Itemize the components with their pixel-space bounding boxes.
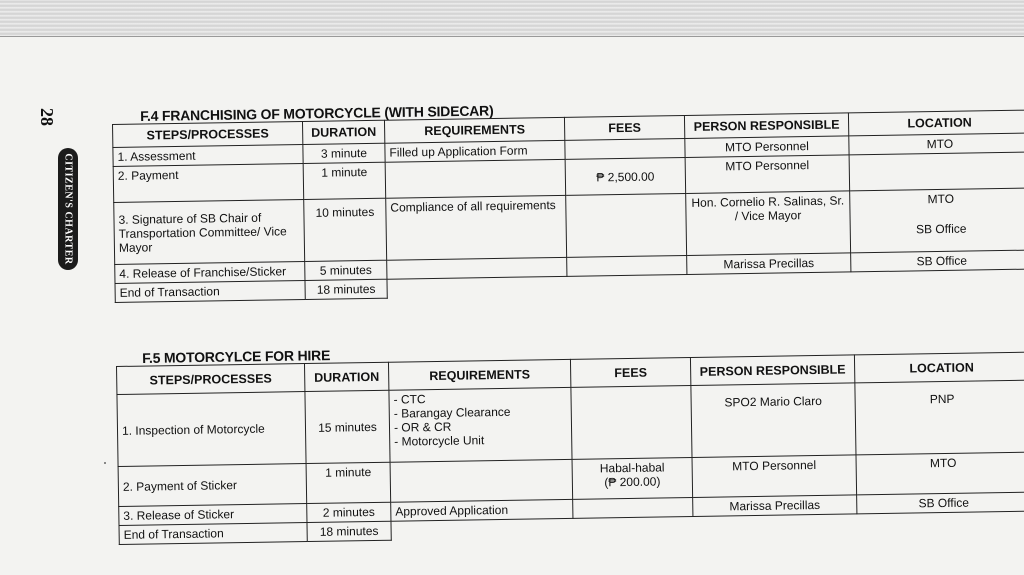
step-cell: 3. Signature of SB Chair of Transportation Committee/ Vice Mayor	[114, 199, 305, 264]
col-header-requirements: REQUIREMENTS	[388, 359, 570, 390]
duration-cell: 10 minutes	[304, 198, 387, 261]
section-title-f4: F.4 FRANCHISING OF MOTORCYCLE (WITH SIDECAR)	[140, 102, 494, 124]
step-cell: 2. Payment of Sticker	[118, 464, 307, 507]
location-cell: PNP	[855, 380, 1024, 455]
fee-line: Habal-habal	[599, 460, 665, 476]
col-header-steps: STEPS/PROCESSES	[113, 122, 303, 148]
location-line: SB Office	[915, 221, 967, 237]
duration-cell: 2 minutes	[307, 502, 391, 522]
col-header-person: PERSON RESPONSIBLE	[690, 355, 854, 386]
col-header-fees: FEES	[564, 116, 684, 141]
person-cell: Marissa Precillas	[687, 253, 851, 275]
location-cell	[849, 152, 1024, 191]
duration-cell: 1 minute	[306, 462, 391, 503]
requirement-item: - OR & CR	[394, 418, 567, 435]
table-f5	[116, 352, 1024, 545]
col-header-duration: DURATION	[304, 362, 388, 391]
end-duration-cell: 18 minutes	[305, 279, 387, 299]
step-cell: 1. Assessment	[113, 145, 303, 167]
fees-cell	[572, 457, 693, 499]
fees-cell	[565, 139, 685, 160]
requirements-cell: Approved Application	[391, 499, 573, 521]
col-header-location: LOCATION	[854, 352, 1024, 383]
col-header-duration: DURATION	[302, 120, 384, 144]
location-line: MTO	[927, 191, 955, 207]
book-binding-edge	[0, 0, 1024, 37]
location-cell: SB Office	[851, 250, 1024, 272]
col-header-requirements: REQUIREMENTS	[384, 117, 564, 143]
person-cell: SPO2 Mario Claro	[691, 383, 856, 458]
fees-cell	[566, 193, 687, 257]
fee-line: (₱ 200.00)	[604, 474, 661, 490]
fees-cell	[573, 497, 693, 518]
duration-cell: 1 minute	[303, 162, 386, 199]
table-f4	[112, 110, 1024, 303]
step-cell: 3. Release of Sticker	[119, 504, 307, 526]
end-label-cell: End of Transaction	[115, 280, 305, 302]
paper-speck	[104, 462, 106, 464]
step-cell: 2. Payment	[113, 164, 304, 203]
requirements-list	[393, 390, 567, 449]
duration-cell: 5 minutes	[305, 260, 387, 280]
requirements-cell	[390, 459, 573, 502]
step-cell: 1. Inspection of Motorcycle	[117, 392, 306, 467]
requirements-cell: Filled up Application Form	[385, 140, 565, 162]
person-cell: MTO Personnel	[685, 136, 849, 158]
location-cell: MTO	[849, 133, 1024, 155]
location-cell: MTO	[856, 452, 1024, 495]
fees-cell	[571, 385, 692, 459]
person-cell: Hon. Cornelio R. Salinas, Sr. / Vice Mayor	[686, 191, 851, 256]
person-cell: Marissa Precillas	[693, 495, 857, 517]
requirement-item: - Barangay Clearance	[394, 404, 567, 421]
person-cell: MTO Personnel	[685, 155, 850, 194]
requirements-cell: Compliance of all requirements	[386, 195, 567, 260]
step-cell: 4. Release of Franchise/Sticker	[115, 261, 305, 283]
col-header-steps: STEPS/PROCESSES	[117, 364, 305, 395]
requirements-cell	[385, 159, 566, 198]
col-header-fees: FEES	[570, 357, 690, 387]
end-duration-cell: 18 minutes	[307, 521, 391, 541]
section-title-f5: F.5 MOTORCYLCE FOR HIRE	[142, 347, 331, 366]
person-cell: MTO Personnel	[692, 455, 857, 498]
location-cell: SB Office	[857, 492, 1024, 514]
requirements-cell	[389, 387, 572, 462]
requirement-item: - CTC	[393, 390, 566, 407]
requirement-item: - Motorcycle Unit	[394, 432, 567, 449]
duration-cell: 3 minute	[303, 143, 385, 163]
location-cell	[850, 188, 1024, 253]
duration-cell: 15 minutes	[305, 390, 390, 463]
fees-cell	[567, 255, 687, 276]
side-tab-label: CITIZEN'S CHARTER	[62, 153, 74, 265]
col-header-person: PERSON RESPONSIBLE	[684, 113, 848, 139]
side-tab	[58, 148, 78, 270]
page-number: 28	[37, 108, 57, 126]
fees-cell: ₱ 2,500.00	[565, 158, 686, 196]
end-label-cell: End of Transaction	[119, 523, 307, 545]
col-header-location: LOCATION	[848, 110, 1024, 136]
